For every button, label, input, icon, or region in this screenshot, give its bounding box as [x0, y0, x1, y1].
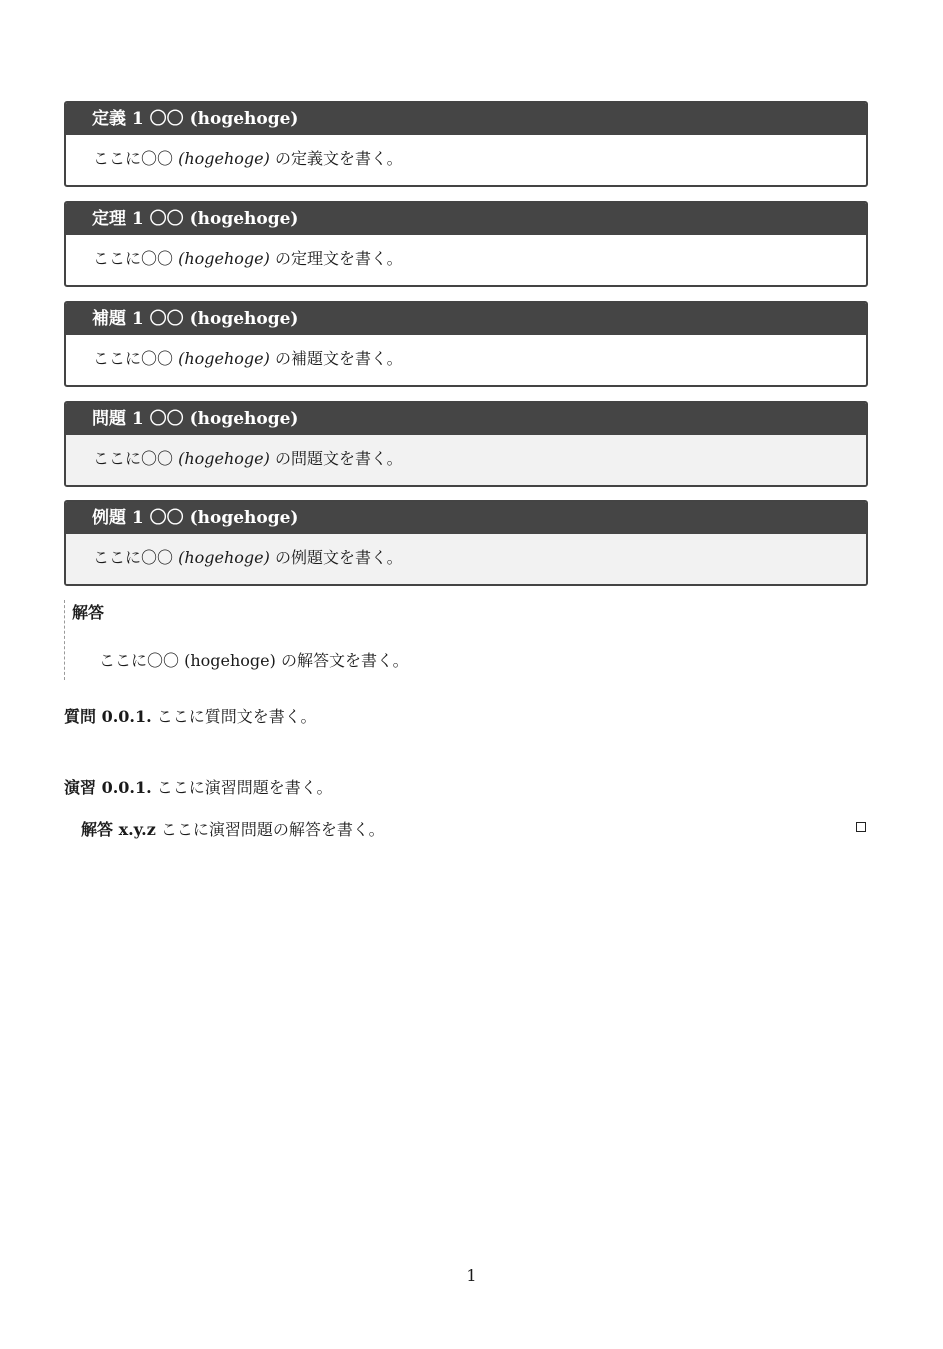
theorem-title: 定理 1 〇〇 (hogehoge) — [66, 203, 866, 235]
lemma-title: 補題 1 〇〇 (hogehoge) — [66, 303, 866, 335]
example-body: ここに〇〇 (hogehoge) の例題文を書く。 — [66, 534, 866, 584]
exercise-label: 演習 0.0.1. — [64, 778, 152, 797]
lemma-box — [64, 301, 868, 387]
theorem-body: ここに〇〇 (hogehoge) の定理文を書く。 — [93, 249, 403, 268]
exercise-answer-text: ここに演習問題の解答を書く。 — [160, 820, 385, 839]
qed-square-icon — [856, 822, 866, 832]
page-number: 1 — [466, 1266, 477, 1285]
solution-text: ここに〇〇 (hogehoge) の解答文を書く。 — [99, 651, 409, 670]
question-line — [64, 704, 316, 727]
example-box — [64, 500, 868, 586]
exercise-answer-line — [81, 817, 385, 840]
example-title: 例題 1 〇〇 (hogehoge) — [66, 502, 866, 534]
problem-box — [64, 401, 868, 487]
definition-title: 定義 1 〇〇 (hogehoge) — [66, 103, 866, 135]
exercise-line — [64, 775, 332, 798]
question-label: 質問 0.0.1. — [64, 707, 152, 726]
exercise-answer-label: 解答 x.y.z — [81, 820, 156, 839]
theorem-box — [64, 201, 868, 287]
problem-body: ここに〇〇 (hogehoge) の問題文を書く。 — [66, 435, 866, 485]
exercise-text: ここに演習問題を書く。 — [156, 778, 333, 797]
problem-title: 問題 1 〇〇 (hogehoge) — [66, 403, 866, 435]
question-text: ここに質問文を書く。 — [156, 707, 317, 726]
definition-box — [64, 101, 868, 187]
solution-title: 解答 — [72, 603, 105, 622]
solution-block — [64, 600, 765, 680]
definition-body: ここに〇〇 (hogehoge) の定義文を書く。 — [93, 149, 403, 168]
lemma-body: ここに〇〇 (hogehoge) の補題文を書く。 — [93, 349, 403, 368]
